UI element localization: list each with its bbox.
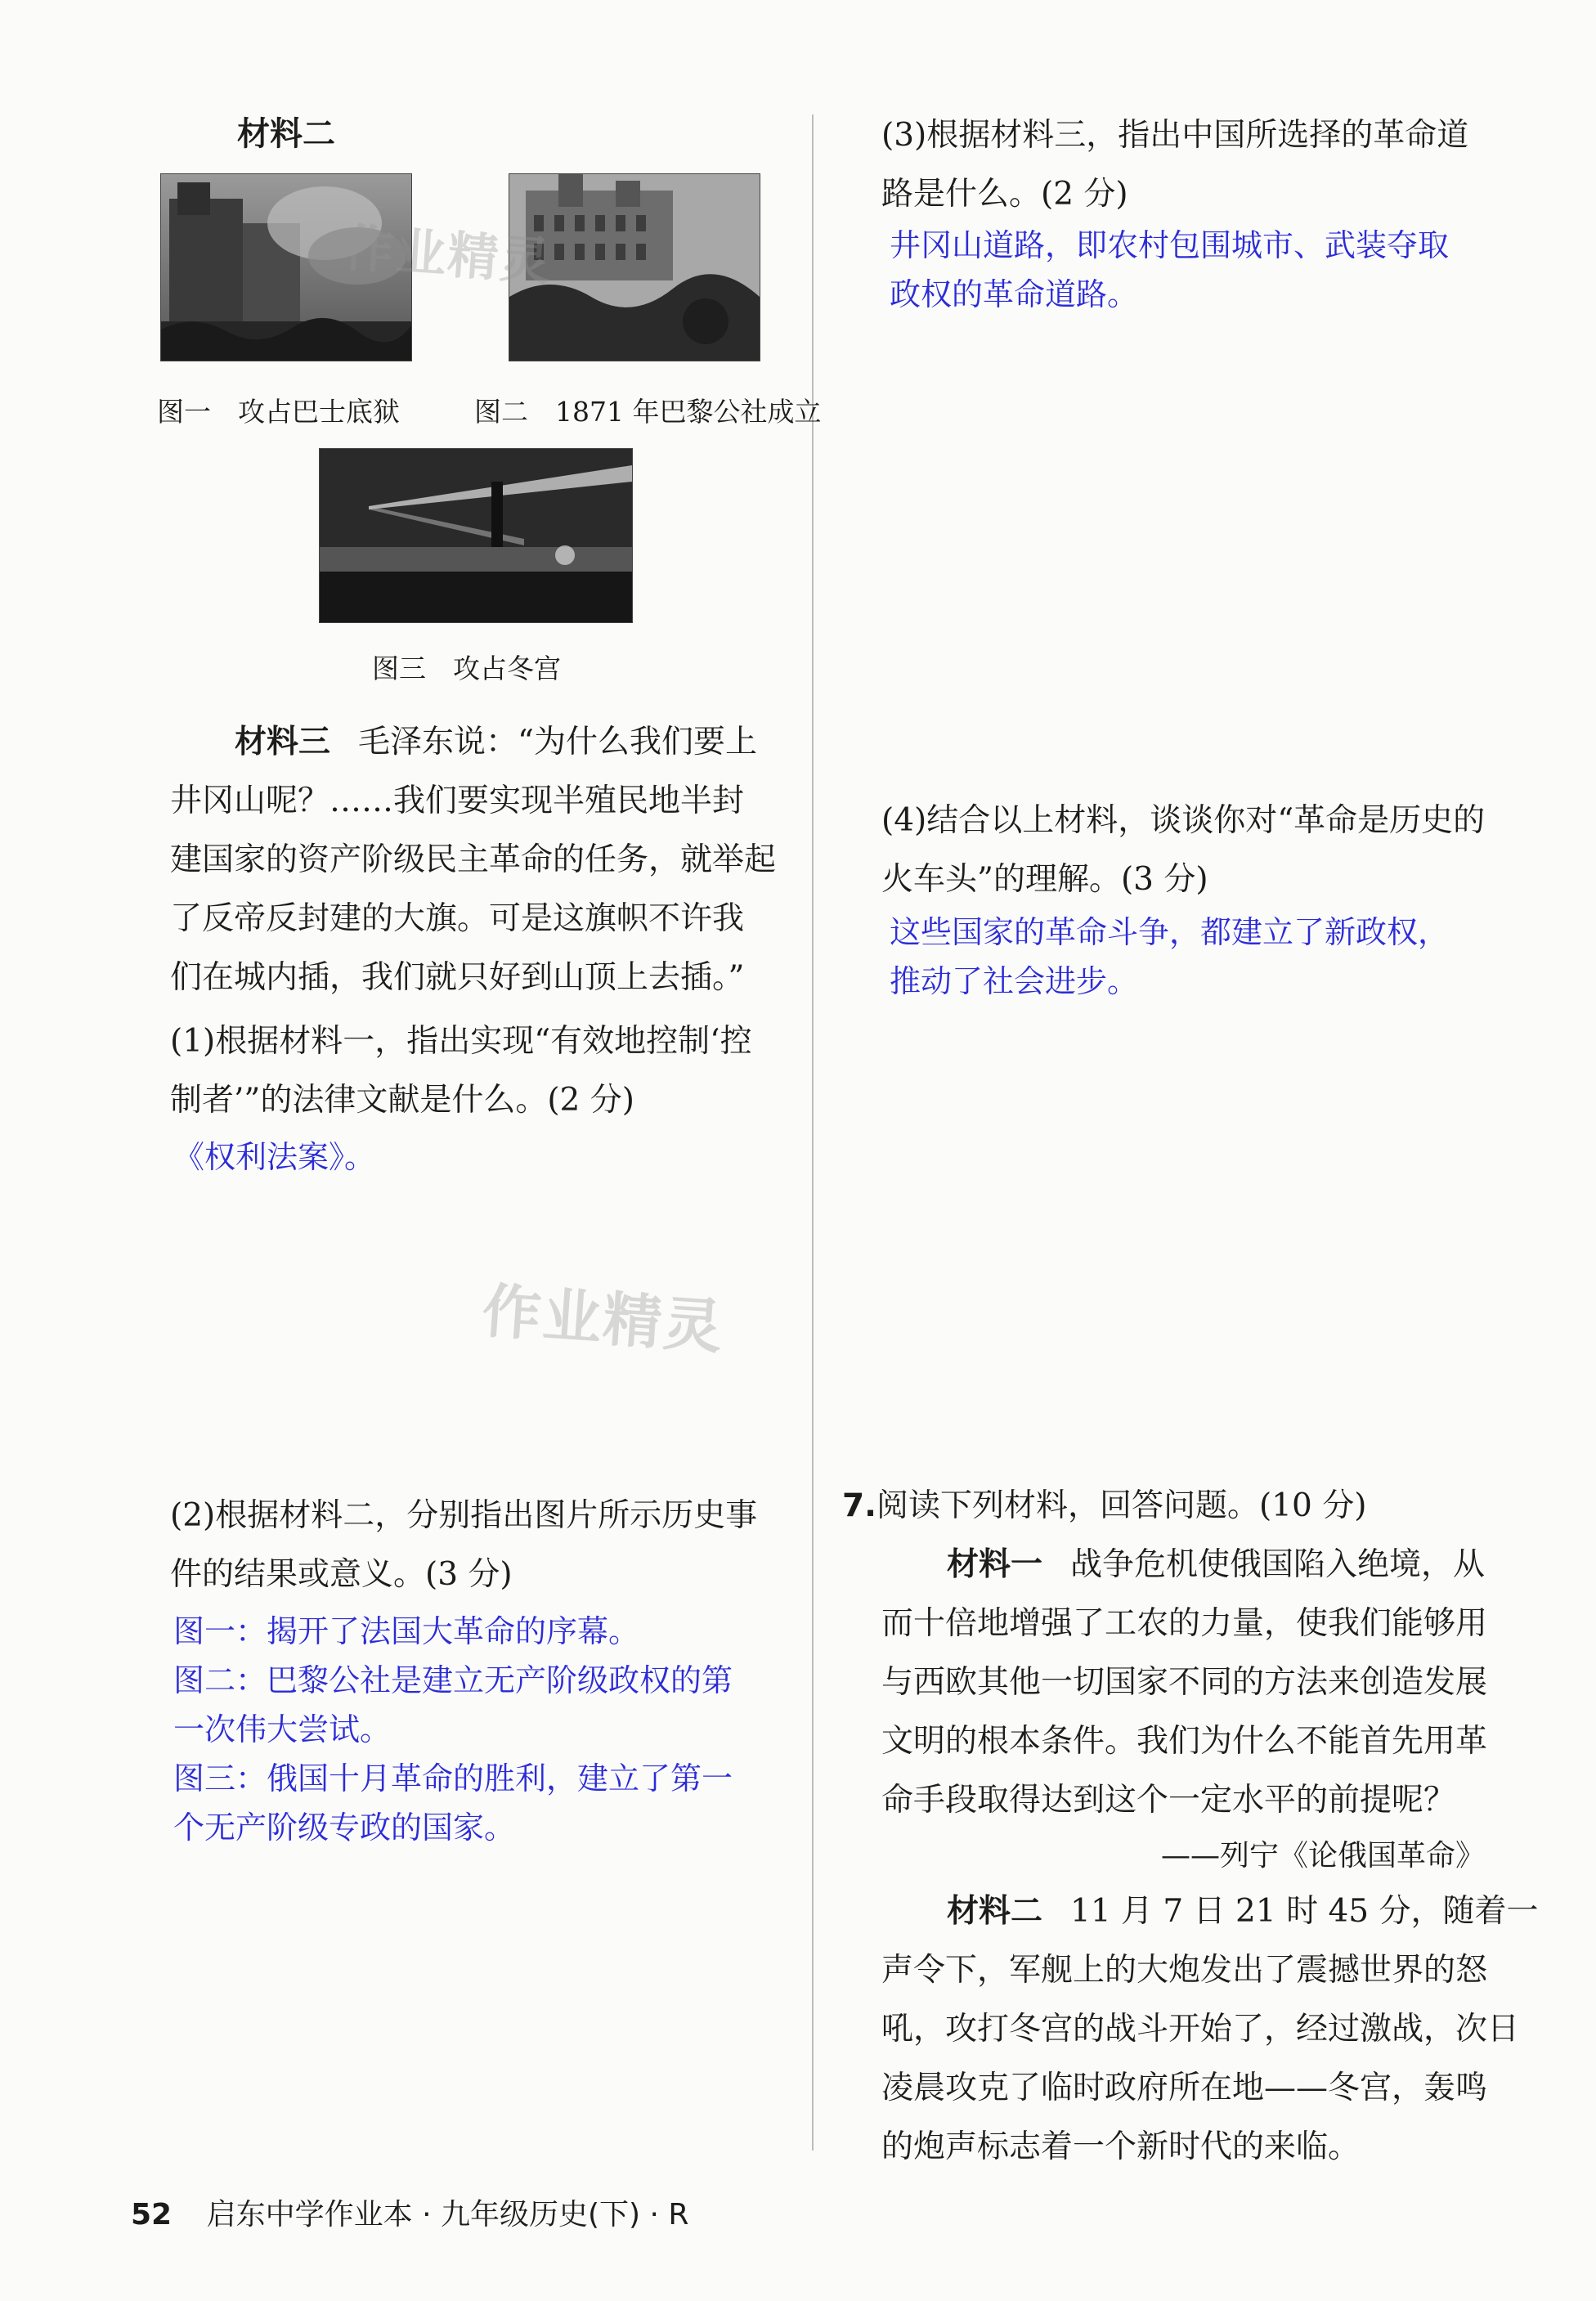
material3-line-2: 井冈山呢？……我们要实现半殖民地半封 — [170, 783, 745, 819]
q7-material2-label: 材料二 — [947, 1893, 1043, 1930]
material3-line-3: 建国家的资产阶级民主革命的任务，就举起 — [170, 841, 777, 878]
question2-answer-2: 图二：巴黎公社是建立无产阶级政权的第 — [173, 1662, 733, 1698]
page-number: 52 — [131, 2198, 173, 2231]
question2-line-1: (2)根据材料二，分别指出图片所示历史事 — [170, 1497, 758, 1534]
material3-line-4: 了反帝反封建的大旗。可是这旗帜不许我 — [170, 900, 745, 937]
q7-material1-line-5: 命手段取得达到这个一定水平的前提呢？ — [881, 1782, 1456, 1819]
question3-answer-1: 井冈山道路，即农村包围城市、武装夺取 — [890, 227, 1450, 263]
q7-material2-line-5: 的炮声标志着一个新时代的来临。 — [881, 2128, 1361, 2165]
question7-number: 7. — [842, 1487, 876, 1524]
material3-line-5: 们在城内插，我们就只好到山顶上去插。” — [170, 959, 745, 996]
question7-title: 7.阅读下列材料，回答问题。(10 分) — [842, 1487, 1367, 1524]
page-footer — [131, 2191, 688, 2233]
watermark: 作业精灵 — [480, 1276, 727, 1362]
q7-material1-line-4: 文明的根本条件。我们为什么不能首先用革 — [881, 1723, 1488, 1760]
watermark: 作业精灵 — [341, 218, 554, 292]
question2-answer-3: 一次伟大尝试。 — [173, 1711, 392, 1747]
question4-line-1: (4)结合以上材料，谈谈你对“革命是历史的 — [881, 802, 1486, 839]
question3-answer-2: 政权的革命道路。 — [890, 276, 1139, 312]
question3-line-2: 路是什么。(2 分) — [881, 176, 1128, 213]
question3-line-1: (3)根据材料三，指出中国所选择的革命道 — [881, 117, 1469, 154]
q7-material1-line-3: 与西欧其他一切国家不同的方法来创造发展 — [881, 1664, 1488, 1701]
material2-heading: 材料二 — [237, 115, 335, 153]
q7-material2-line-3: 吼，攻打冬宫的战斗开始了，经过激战，次日 — [881, 2011, 1520, 2048]
q7-material2-line-1: 材料二 11 月 7 日 21 时 45 分，随着一 — [947, 1893, 1539, 1930]
q7-material2-line-2: 声令下，军舰上的大炮发出了震撼世界的怒 — [881, 1952, 1488, 1989]
figure1-caption: 图一 攻占巴士底狱 — [157, 396, 400, 428]
q7-material1-line-2: 而十倍地增强了工农的力量，使我们能够用 — [881, 1605, 1488, 1642]
figure2-caption: 图二 1871 年巴黎公社成立 — [474, 396, 822, 428]
question4-answer-2: 推动了社会进步。 — [890, 963, 1139, 999]
material3-line-1: 材料三 毛泽东说：“为什么我们要上 — [235, 724, 757, 760]
question1-line-2: 制者’”的法律文献是什么。(2 分) — [170, 1082, 634, 1119]
question4-answer-1: 这些国家的革命斗争，都建立了新政权， — [890, 914, 1450, 950]
figure3-caption: 图三 攻占冬宫 — [372, 653, 561, 684]
q7-material2-line-4: 凌晨攻克了临时政府所在地——冬宫，轰鸣 — [881, 2070, 1488, 2106]
question1-answer: 《权利法案》。 — [173, 1139, 376, 1175]
q7-material1-source: ——列宁《论俄国革命》 — [1161, 1839, 1486, 1873]
q7-material1-line-1: 材料一 战争危机使俄国陷入绝境，从 — [947, 1546, 1486, 1583]
question2-line-2: 件的结果或意义。(3 分) — [170, 1556, 513, 1593]
question2-answer-5: 个无产阶级专政的国家。 — [173, 1810, 516, 1846]
question4-line-2: 火车头”的理解。(3 分) — [881, 861, 1208, 898]
question2-answer-1: 图一：揭开了法国大革命的序幕。 — [173, 1613, 640, 1649]
material3-label: 材料三 — [235, 724, 331, 760]
figure-winter-palace-image — [319, 448, 633, 623]
q7-material1-label: 材料一 — [947, 1546, 1043, 1583]
question1-line-1: (1)根据材料一，指出实现“有效地控制‘控 — [170, 1023, 752, 1060]
question2-answer-4: 图三：俄国十月革命的胜利，建立了第一 — [173, 1761, 733, 1796]
book-title: 启东中学作业本 · 九年级历史(下) · R — [206, 2198, 689, 2231]
